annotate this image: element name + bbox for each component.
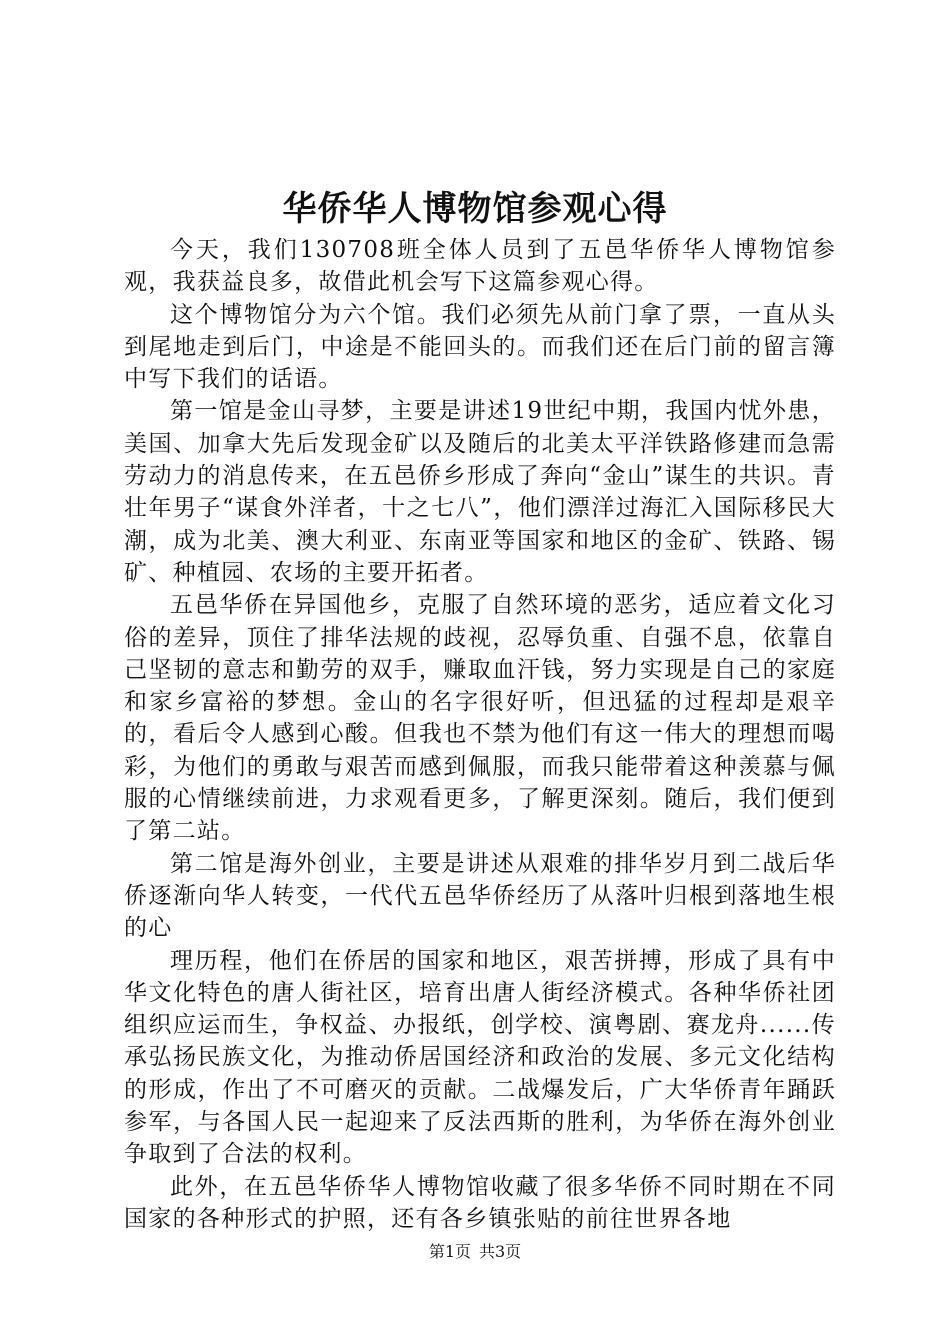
paragraph: 此外，在五邑华侨华人博物馆收藏了很多华侨不同时期在不同国家的各种形式的护照，还有各乡镇张贴的前往世界各地 xyxy=(124,1173,836,1232)
paragraph: 今天，我们130708班全体人员到了五邑华侨华人博物馆参观，我获益良多，故借此机会写下这篇参观心得。 xyxy=(124,237,836,296)
paragraph: 五邑华侨在异国他乡，克服了自然环境的恶劣，适应着文化习俗的差异，顶住了排华法规的歧视，忍辱负重、自强不息，依靠自己坚韧的意志和勤劳的双手，赚取血汗钱，努力实现是自己的家庭和家乡富裕的梦想。金山的名字很好听，但迅猛的过程却是艰辛的，看后令人感到心酸。但我也不禁为他们有这一伟大的理想而喝彩，为他们的勇敢与艰苦而感到佩服，而我只能带着这种羡慕与佩服的心情继续前进，力求观看更多，了解更深刻。随后，我们便到了第二站。 xyxy=(124,592,836,845)
page-number: 第1页 xyxy=(428,1242,471,1261)
page-footer xyxy=(0,1240,950,1264)
paragraph: 这个博物馆分为六个馆。我们必须先从前门拿了票，一直从头到尾地走到后门，中途是不能回头的。而我们还在后门前的留言簿中写下我们的话语。 xyxy=(124,301,836,393)
paragraph: 第一馆是金山寻梦，主要是讲述19世纪中期，我国内忧外患，美国、加拿大先后发现金矿以及随后的北美太平洋铁路修建而急需劳动力的消息传来，在五邑侨乡形成了奔向“金山”谋生的共识。青壮年男子“谋食外洋者，十之七八”，他们漂洋过海汇入国际移民大潮，成为北美、澳大利亚、东南亚等国家和地区的金矿、铁路、锡矿、种植园、农场的主要开拓者。 xyxy=(124,398,836,586)
paragraph: 理历程，他们在侨居的国家和地区，艰苦拼搏，形成了具有中华文化特色的唐人街社区，培育出唐人街经济模式。各种华侨社团组织应运而生，争权益、办报纸，创学校、演粤剧、赛龙舟......传承弘扬民族文化，为推动侨居国经济和政治的发展、多元文化结构的形成，作出了不可磨灭的贡献。二战爆发后，广大华侨青年踊跃参军，与各国人民一起迎来了反法西斯的胜利，为华侨在海外创业争取到了合法的权利。 xyxy=(124,947,836,1168)
document-title: 华侨华人博物馆参观心得 xyxy=(282,189,668,229)
page-total: 共3页 xyxy=(479,1242,522,1261)
document-body xyxy=(124,234,836,1235)
paragraph: 第二馆是海外创业，主要是讲述从艰难的排华岁月到二战后华侨逐渐向华人转变，一代代五邑华侨经历了从落叶归根到落地生根的心 xyxy=(124,850,836,942)
